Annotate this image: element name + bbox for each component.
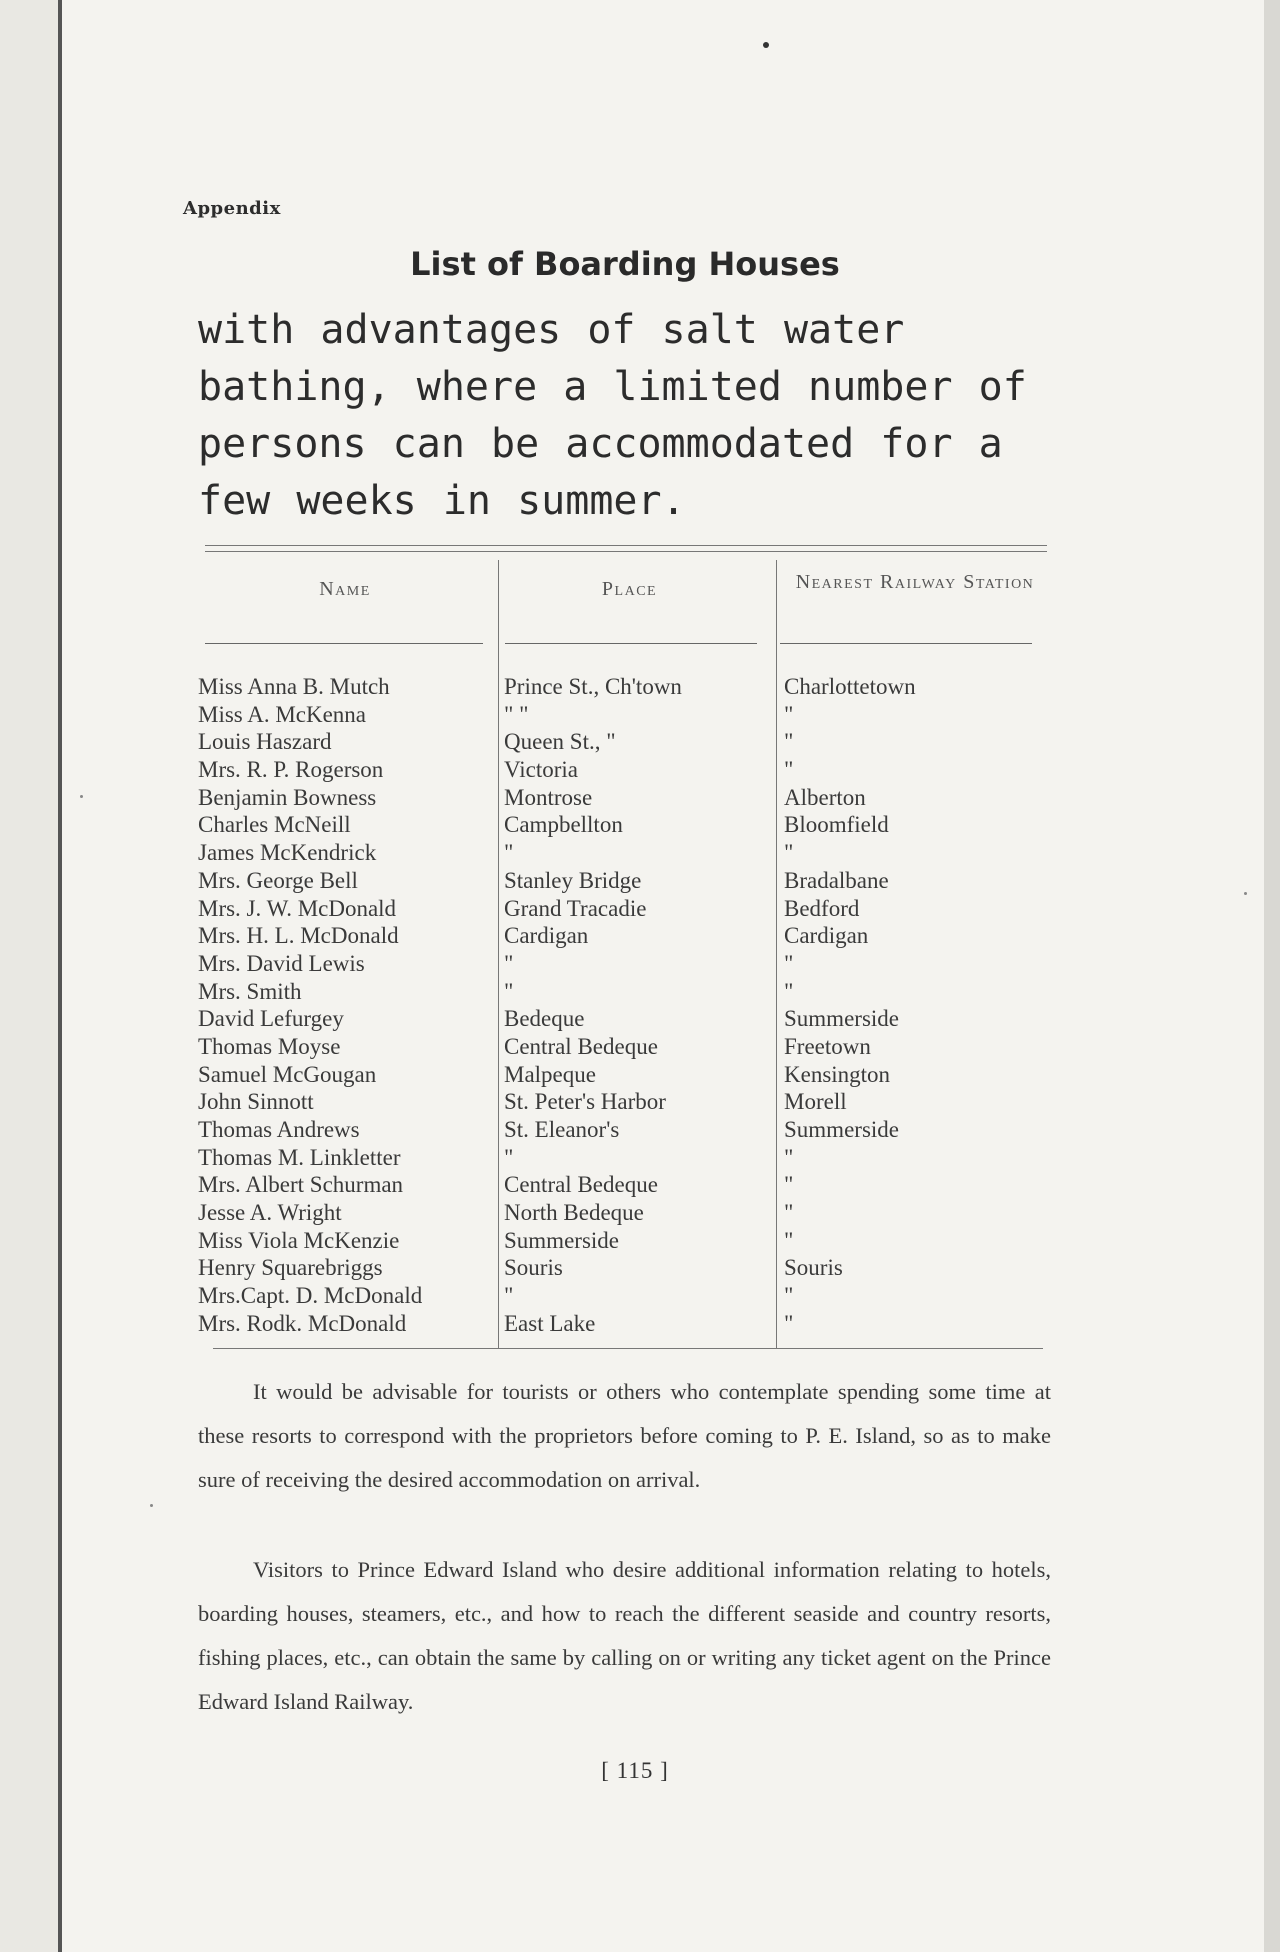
cell-place: Souris xyxy=(504,1255,563,1281)
cell-place: Montrose xyxy=(504,784,593,810)
cell-place: Victoria xyxy=(504,757,578,783)
table-row xyxy=(198,1199,1058,1227)
cell-place: Central Bedeque xyxy=(504,1033,658,1059)
cell-station: Bedford xyxy=(784,895,860,921)
cell-place: Cardigan xyxy=(504,923,589,949)
ink-speck xyxy=(150,1504,153,1507)
cell-station: Summerside xyxy=(784,1006,899,1032)
paragraph-advice: It would be advisable for tourists or others who contemplate spending some time at these resorts to correspond with the proprietors before coming to P. E. Island, so as to make sure of receiving the desired accommodation on arrival. xyxy=(198,1379,1051,1492)
cell-name: David Lefurgey xyxy=(198,1006,344,1032)
cell-place: Central Bedeque xyxy=(504,1172,658,1198)
cell-place: " xyxy=(504,1144,514,1170)
cell-station: " xyxy=(784,1227,794,1253)
cell-station: Morell xyxy=(784,1089,847,1115)
ink-speck xyxy=(1244,892,1247,895)
cell-place: St. Peter's Harbor xyxy=(504,1089,666,1115)
table-top-rule xyxy=(205,551,1047,552)
page-title: List of Boarding Houses xyxy=(410,245,840,283)
cell-place: " xyxy=(504,950,514,976)
cell-place: " xyxy=(504,978,514,1004)
cell-station: " xyxy=(784,1283,794,1309)
cell-station: " xyxy=(784,978,794,1004)
cell-name: John Sinnott xyxy=(198,1089,314,1115)
cell-station: " xyxy=(784,757,794,783)
table-row xyxy=(198,756,1058,784)
header-rule xyxy=(505,643,757,644)
cell-place: Prince St., Ch'town xyxy=(504,674,682,699)
table-row xyxy=(198,1005,1058,1033)
cell-station: " xyxy=(784,840,794,866)
cell-name: Thomas Andrews xyxy=(198,1117,360,1142)
cell-place: St. Eleanor's xyxy=(504,1117,620,1142)
cell-station: Cardigan xyxy=(784,923,869,949)
cell-name: Mrs. Albert Schurman xyxy=(198,1172,404,1198)
cell-name: Benjamin Bowness xyxy=(198,784,377,810)
table-bottom-rule xyxy=(213,1348,1043,1349)
cell-place: Queen St., " xyxy=(504,729,616,755)
table-row xyxy=(198,1254,1058,1282)
cell-place: Campbellton xyxy=(504,812,623,838)
table-row xyxy=(198,1088,1058,1116)
cell-station: " xyxy=(784,729,794,755)
table-row xyxy=(198,1033,1058,1061)
cell-name: Mrs. George Bell xyxy=(198,867,358,893)
header-rule xyxy=(205,643,483,644)
table-row xyxy=(198,978,1058,1006)
column-header-name: Name xyxy=(319,578,371,600)
page-subtitle: with advantages of salt water bathing, where a limited number of persons can be accommodated for a few weeks in summer. xyxy=(198,307,1027,524)
table-row xyxy=(198,867,1058,895)
table-row xyxy=(198,1171,1058,1199)
cell-station: Kensington xyxy=(784,1061,891,1087)
table-row xyxy=(198,839,1058,867)
table-row xyxy=(198,728,1058,756)
cell-name: Mrs. R. P. Rogerson xyxy=(198,757,384,783)
table-row xyxy=(198,1061,1058,1089)
cell-place: Grand Tracadie xyxy=(504,895,647,921)
cell-station: Freetown xyxy=(784,1033,871,1059)
cell-station: Alberton xyxy=(784,784,866,810)
cell-station: Bloomfield xyxy=(784,812,889,838)
page-gutter xyxy=(0,0,58,1952)
cell-place: Summerside xyxy=(504,1227,619,1253)
cell-place: North Bedeque xyxy=(504,1200,644,1226)
cell-name: Mrs. David Lewis xyxy=(198,950,365,976)
cell-place: Stanley Bridge xyxy=(504,867,642,893)
table-row xyxy=(198,1310,1058,1338)
cell-place: " xyxy=(504,840,514,866)
column-header-place: Place xyxy=(601,578,658,600)
cell-station: Summerside xyxy=(784,1117,899,1142)
table-row xyxy=(198,811,1058,839)
cell-station: " xyxy=(784,1172,794,1198)
ink-dot xyxy=(763,42,769,48)
cell-name: Mrs. H. L. McDonald xyxy=(198,923,399,949)
cell-name: Henry Squarebriggs xyxy=(198,1255,383,1281)
cell-name: Miss Anna B. Mutch xyxy=(198,674,390,699)
appendix-label: Appendix xyxy=(183,198,281,219)
cell-station: " xyxy=(784,701,794,727)
table-row xyxy=(198,950,1058,978)
cell-place: East Lake xyxy=(504,1310,596,1336)
table-row xyxy=(198,701,1058,729)
page-number: [ 115 ] xyxy=(601,1758,669,1783)
table-row xyxy=(198,895,1058,923)
cell-name: James McKendrick xyxy=(198,840,377,866)
cell-place: Bedeque xyxy=(504,1006,585,1032)
table-row xyxy=(198,1116,1058,1144)
cell-name: Louis Haszard xyxy=(198,729,332,755)
cell-place: " xyxy=(504,1283,514,1309)
cell-name: Mrs. Rodk. McDonald xyxy=(198,1310,407,1336)
cell-station: " xyxy=(784,1310,794,1336)
table-row xyxy=(198,1144,1058,1172)
cell-name: Miss Viola McKenzie xyxy=(198,1227,400,1253)
table-row xyxy=(198,673,1058,701)
cell-place: Malpeque xyxy=(504,1061,596,1087)
table-row xyxy=(198,922,1058,950)
cell-station: Souris xyxy=(784,1255,843,1281)
cell-place: " " xyxy=(504,701,529,727)
header-rule xyxy=(780,643,1032,644)
ink-speck xyxy=(80,795,83,798)
cell-station: Charlottetown xyxy=(784,674,916,699)
cell-name: Mrs.Capt. D. McDonald xyxy=(198,1283,423,1309)
cell-station: " xyxy=(784,1200,794,1226)
cell-name: Mrs. J. W. McDonald xyxy=(198,895,397,921)
cell-name: Mrs. Smith xyxy=(198,978,302,1004)
cell-name: Charles McNeill xyxy=(198,812,351,838)
cell-name: Thomas Moyse xyxy=(198,1033,341,1059)
cell-name: Samuel McGougan xyxy=(198,1061,377,1087)
table-row xyxy=(198,784,1058,812)
paragraph-visitors: Visitors to Prince Edward Island who desire additional information relating to hotels, boarding houses, steamers, etc., and how to reach the different seaside and country resorts, fishing places, etc., can obtain the same by calling on or writing any ticket agent on the Prince Edward Island Railway. xyxy=(198,1557,1051,1714)
cell-station: " xyxy=(784,1144,794,1170)
cell-name: Jesse A. Wright xyxy=(198,1200,342,1226)
table-row xyxy=(198,1282,1058,1310)
cell-station: " xyxy=(784,950,794,976)
cell-name: Miss A. McKenna xyxy=(198,701,367,727)
boarding-house-table xyxy=(198,673,1058,1338)
cell-name: Thomas M. Linkletter xyxy=(198,1144,401,1170)
table-row xyxy=(198,1227,1058,1255)
table-top-rule xyxy=(205,545,1047,546)
cell-station: Bradalbane xyxy=(784,867,889,893)
column-header-station: Nearest Railway Station xyxy=(795,571,1035,593)
